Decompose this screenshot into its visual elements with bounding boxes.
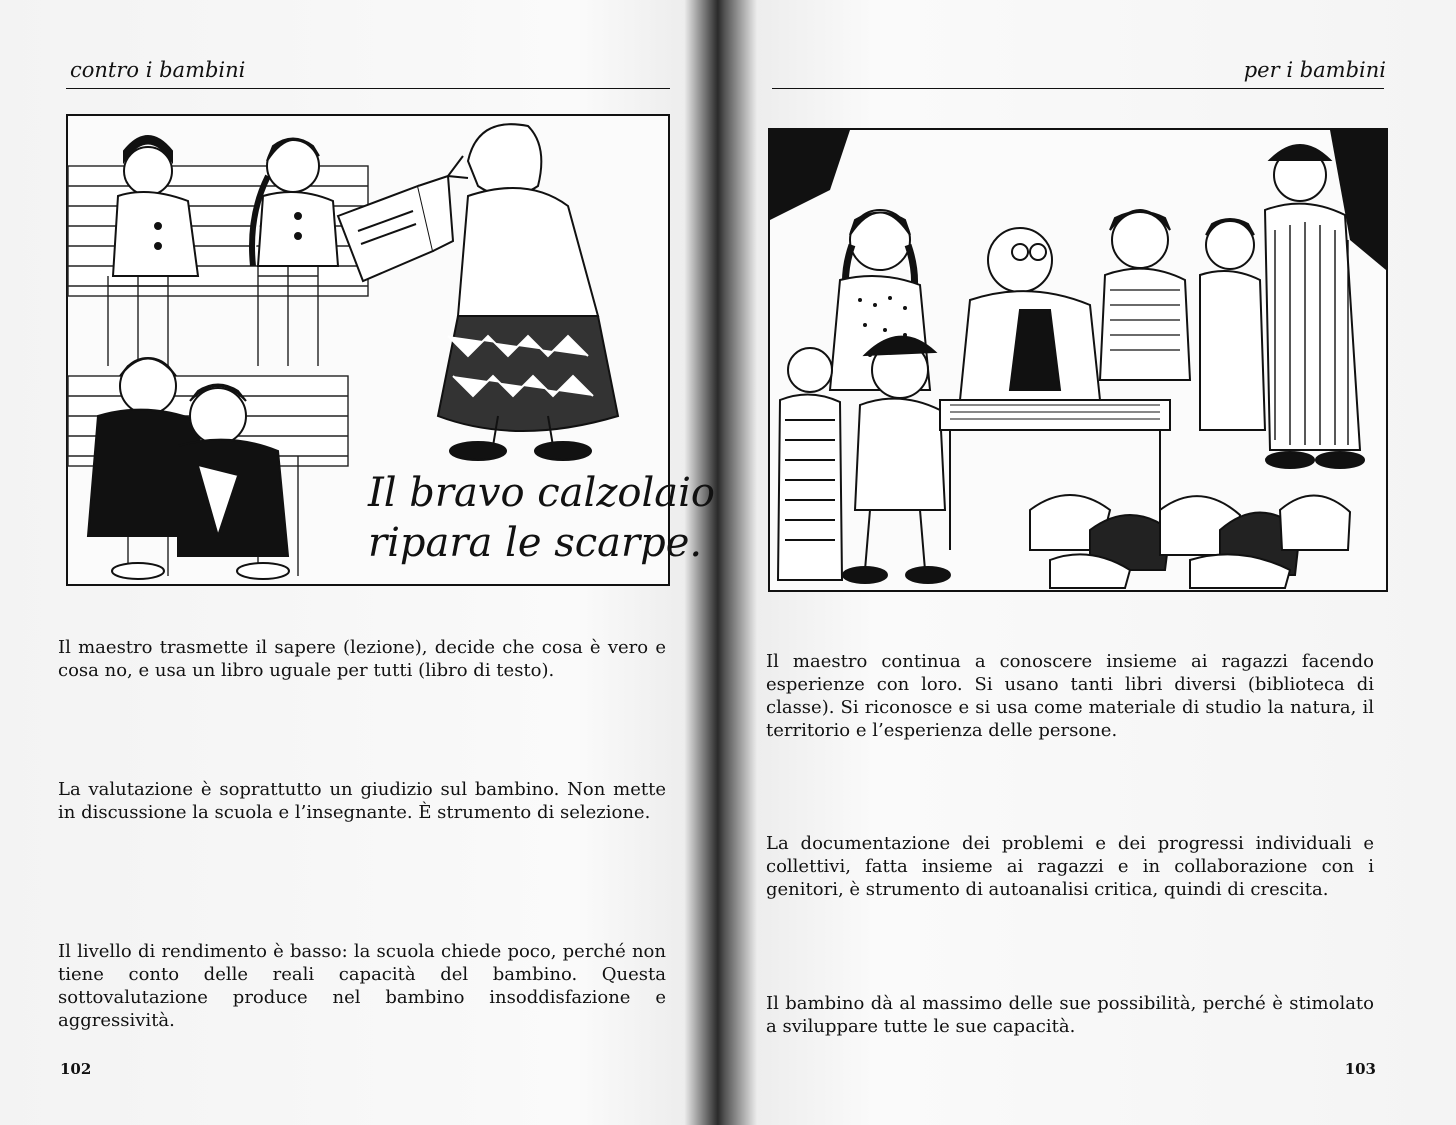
running-head-left: contro i bambini	[70, 58, 246, 82]
right-paragraph-2: La documentazione dei problemi e dei progressi individuali e collettivi, fatta insieme ai ragazzi e in collaborazione con i genitori, è strumento di autoanalisi critica, quindi di crescita.	[766, 833, 1374, 900]
left-paragraph-3: Il livello di rendimento è basso: la scuola chiede poco, perché non tiene conto delle reali capacità del bambino. Questa sottovalutazione produce nel bambino insoddisfazione e aggressività.	[58, 941, 666, 1031]
left-paragraph-1: Il maestro trasmette il sapere (lezione), decide che cosa è vero e cosa no, e usa un libro uguale per tutti (libro di testo).	[58, 637, 666, 681]
running-head-right: per i bambini	[1243, 58, 1386, 82]
right-paragraph-1: Il maestro continua a conoscere insieme ai ragazzi facendo esperienze con loro. Si usano tanti libri diversi (biblioteca di classe). Si riconosce e si usa come materiale di studio la natura, il territorio e l’esperienza delle persone.	[766, 651, 1374, 741]
workshop-drawing	[770, 130, 1386, 590]
classroom-illustration	[66, 114, 715, 586]
right-page	[740, 0, 1456, 1125]
page-number-right: 103	[1344, 1060, 1376, 1078]
left-paragraph-2: La valutazione è soprattutto un giudizio sul bambino. Non mette in discussione la scuola e l’insegnante. È strumento di selezione.	[58, 779, 666, 823]
cobbler-workshop-illustration	[768, 128, 1388, 592]
page-number-left: 102	[60, 1060, 92, 1078]
header-rule-left	[66, 88, 670, 89]
classroom-drawing	[68, 116, 715, 584]
right-paragraph-3: Il bambino dà al massimo delle sue possibilità, perché è stimolato a sviluppare tutte le sue capacità.	[766, 993, 1374, 1037]
illustration-caption-line-1: Il bravo calzolaio	[368, 470, 715, 516]
illustration-caption-line-2: ripara le scarpe.	[368, 520, 703, 566]
header-rule-right	[772, 88, 1384, 89]
left-page	[0, 0, 715, 1125]
